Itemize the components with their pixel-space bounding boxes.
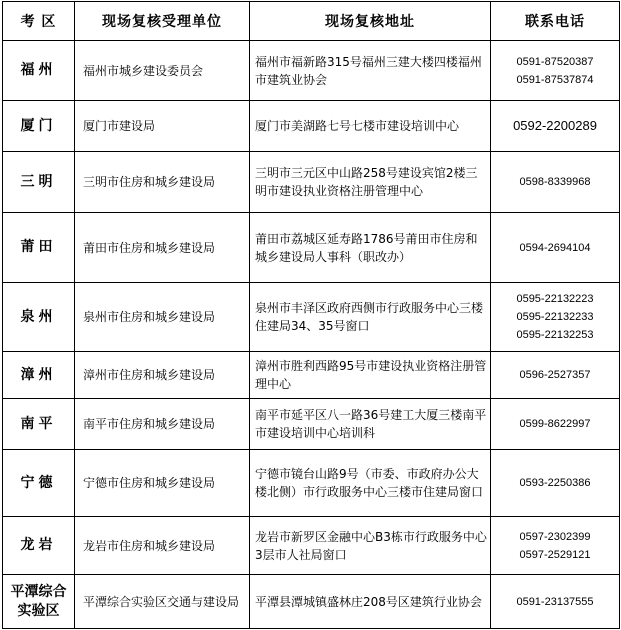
address-cell: 宁德市镜台山路9号（市委、市政府办公大楼北侧）市行政服务中心三楼市住建局窗口 xyxy=(250,450,491,517)
address-cell: 泉州市丰泽区政府西侧市行政服务中心三楼住建局34、35号窗口 xyxy=(250,283,491,352)
phone-cell xyxy=(491,517,620,575)
table-row xyxy=(3,283,620,352)
phone-number: 0596-2527357 xyxy=(519,369,591,381)
address-cell: 三明市三元区中山路258号建设宾馆2楼三明市建设执业资格注册管理中心 xyxy=(250,152,491,213)
header-unit: 现场复核受理单位 xyxy=(75,2,250,41)
table-row xyxy=(3,517,620,575)
phone-cell xyxy=(491,283,620,352)
header-region: 考 区 xyxy=(3,2,75,41)
unit-cell: 南平市住房和城乡建设局 xyxy=(75,399,250,450)
unit-cell: 福州市城乡建设委员会 xyxy=(75,41,250,101)
phone-cell xyxy=(491,399,620,450)
table-row xyxy=(3,352,620,399)
region-cell: 龙岩 xyxy=(3,517,75,575)
address-cell: 厦门市美湖路七号七楼市建设培训中心 xyxy=(250,101,491,152)
address-cell: 龙岩市新罗区金融中心B3栋市行政服务中心3层市人社局窗口 xyxy=(250,517,491,575)
unit-cell: 漳州市住房和城乡建设局 xyxy=(75,352,250,399)
address-cell: 平潭县潭城镇盛林庄208号区建筑行业协会 xyxy=(250,575,491,629)
table-row xyxy=(3,575,620,629)
phone-cell xyxy=(491,213,620,283)
table-row xyxy=(3,41,620,101)
phone-cell xyxy=(491,41,620,101)
phone-number: 0593-2250386 xyxy=(519,477,591,489)
unit-cell: 宁德市住房和城乡建设局 xyxy=(75,450,250,517)
phone-cell xyxy=(491,152,620,213)
phone-number: 0595-22132253 xyxy=(516,329,594,341)
phone-number: 0591-87520387 xyxy=(516,55,594,68)
table-row xyxy=(3,101,620,152)
address-cell: 漳州市胜利西路95号市建设执业资格注册管理中心 xyxy=(250,352,491,399)
region-cell: 福州 xyxy=(3,41,75,101)
region-cell: 平潭综合实验区 xyxy=(3,575,75,629)
table-row xyxy=(3,450,620,517)
phone-number: 0592-2200289 xyxy=(513,118,597,133)
region-cell: 莆田 xyxy=(3,213,75,283)
phone-number: 0599-8622997 xyxy=(519,418,591,430)
unit-cell: 莆田市住房和城乡建设局 xyxy=(75,213,250,283)
phone-number: 0591-87537874 xyxy=(516,73,594,86)
phone-cell xyxy=(491,575,620,629)
region-cell: 漳州 xyxy=(3,352,75,399)
header-address: 现场复核地址 xyxy=(250,2,491,41)
table-row xyxy=(3,152,620,213)
region-cell: 南平 xyxy=(3,399,75,450)
phone-number: 0597-2529121 xyxy=(519,548,591,561)
phone-number: 0594-2694104 xyxy=(519,241,591,254)
review-office-table xyxy=(2,1,620,629)
phone-cell xyxy=(491,352,620,399)
address-cell: 南平市延平区八一路36号建工大厦三楼南平市建设培训中心培训科 xyxy=(250,399,491,450)
address-cell: 福州市福新路315号福州三建大楼四楼福州市建筑业协会 xyxy=(250,41,491,101)
phone-number: 0598-8339968 xyxy=(519,176,591,188)
phone-number: 0595-22132233 xyxy=(516,311,594,323)
address-cell: 莆田市荔城区延寿路1786号莆田市住房和城乡建设局人事科（职改办） xyxy=(250,213,491,283)
phone-number: 0597-2302399 xyxy=(519,530,591,543)
region-cell: 三明 xyxy=(3,152,75,213)
unit-cell: 厦门市建设局 xyxy=(75,101,250,152)
unit-cell: 泉州市住房和城乡建设局 xyxy=(75,283,250,352)
phone-number: 0591-23137555 xyxy=(516,595,594,608)
phone-number: 0595-22132223 xyxy=(516,293,594,305)
region-cell: 泉州 xyxy=(3,283,75,352)
header-row xyxy=(3,2,620,41)
header-phone: 联系电话 xyxy=(491,2,620,41)
table-row xyxy=(3,399,620,450)
unit-cell: 平潭综合实验区交通与建设局 xyxy=(75,575,250,629)
region-cell: 厦门 xyxy=(3,101,75,152)
unit-cell: 三明市住房和城乡建设局 xyxy=(75,152,250,213)
region-cell: 宁德 xyxy=(3,450,75,517)
unit-cell: 龙岩市住房和城乡建设局 xyxy=(75,517,250,575)
table-row xyxy=(3,213,620,283)
phone-cell xyxy=(491,101,620,152)
phone-cell xyxy=(491,450,620,517)
